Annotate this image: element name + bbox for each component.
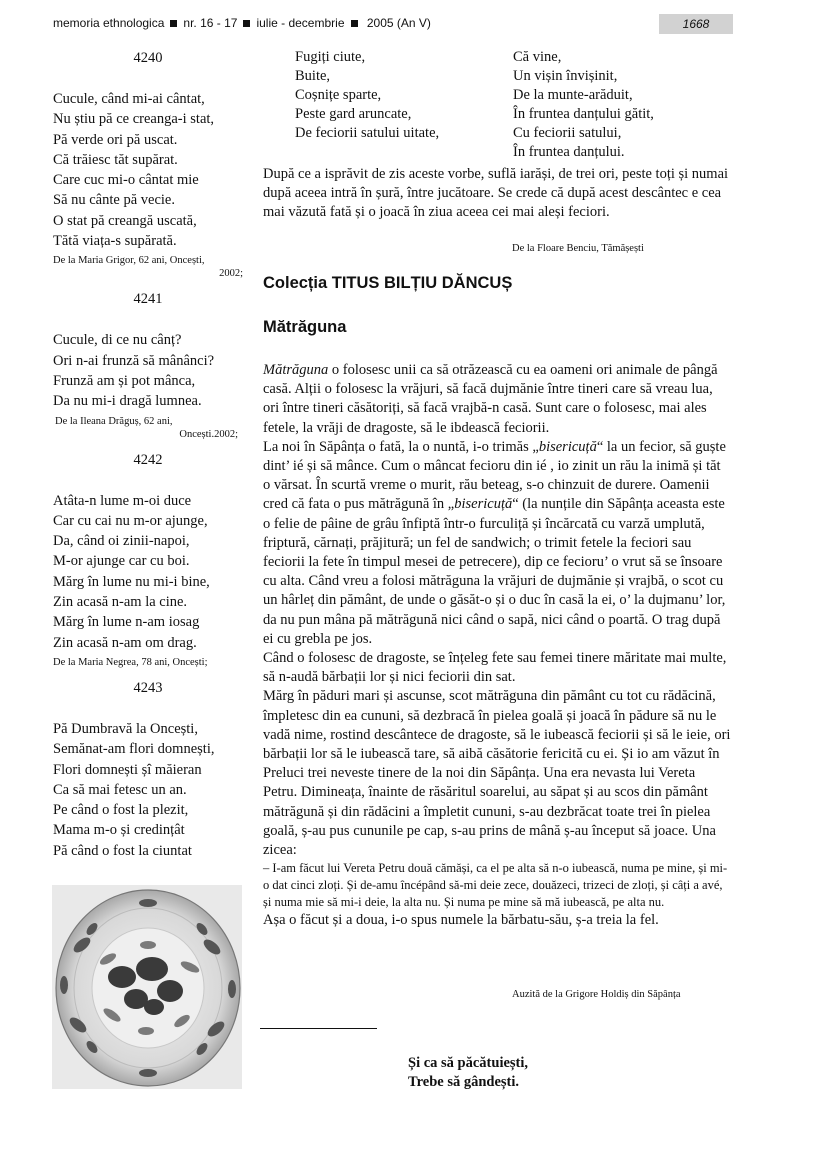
separator-square-icon: [170, 20, 177, 27]
paragraph-text: “ la un fecior, să guște dint’ ié și să mânce. Cum o mâncat fecioru din ié , io zinit un rău la inimă și tăt o vărsat. În scurtă vreme o murit, rău beteag, s-o chinzuit de durere. Oamenii cred că fata o pus mătrăgună în „: [263, 438, 726, 513]
paragraph-text: o folosesc unii ca să otrăzească cu ea oameni ori animale de pângă casă. Alții o folosesc la vrăjuri, să facă dujmănie între tineri care să vreau lua, ori între tineri căsătoriți, să facă vrajbă-n casă. Sunt care o folosesc, mai ales fetele, la vrăji de dragoste, să le ibdească feciorii.: [263, 362, 718, 436]
paragraph-text: “ (la nunțile din Săpânța aceasta este o felie de pâine de grâu înfiptă într-o furculiță și încărcată cu varză umplută, friptură, cărnați, prăjitură; un fel de sandwich; o trimit fetele la feciori sau feciorii la fete în timpul mesei de petrecere), dip ce fecioru’ o vrut să se însoare cu alta. Când vreu a folosi mătrăguna la vrăjuri de dujmănie și vrajbă, o scot cu un hârleț din pământ, de unde o găsăt-o și o duc în casă la ei, o’ la dujmanu’ lor, da nu pun mâna pă mătrăgună nici când o sapă, nici când o poartă. O trag după ei cu grebla pe jos.: [263, 496, 726, 647]
poem-line: În fruntea danțului.: [513, 144, 625, 160]
issue-period: iulie - decembrie: [256, 16, 345, 30]
poem-line: Zin acasă n-am la cine.: [53, 594, 188, 611]
poem-line: Cucule, di ce nu cânț?: [53, 332, 182, 349]
poem-line: Că vine,: [513, 49, 562, 65]
paragraph: [263, 438, 731, 649]
poem-line: Pă verde ori pă uscat.: [53, 131, 178, 148]
poem-line: Da nu mi-i dragă lumnea.: [53, 393, 202, 410]
poem-line: Frunză am și pot mânca,: [53, 372, 196, 389]
poem-line: Car cu cai nu m-or ajunge,: [53, 512, 208, 529]
header-info: [53, 16, 431, 30]
poem-line: Semănat-am flori domnești,: [53, 741, 215, 758]
article-body: [263, 361, 731, 930]
poem-line: Peste gard aruncate,: [295, 106, 412, 122]
poem-line: Buite,: [295, 68, 331, 84]
paragraph: Mărg în păduri mari și ascunse, scot mătrăguna din pământ cu tot cu rădăcină, împletesc din ea cununi, să dezbracă în pielea goală și joacă în pădure să nu le vadă nime, rostind descântece de dragoste, să le iubească feciorii și să le ieie, ori bărbații lor să le iubească tare, să aibă căsătorie fericită cu ei. Și io am văzut în Preluci trei neveste tinere de la noi din Săpânța. Una era nevasta lui Vereta Petru. Dimineața, înainte de răsăritul soarelui, au săpat și au scos din pământ mătrăgună și din rădăcini a împletit cununi, s-au dezbrăcat toate trei în pielea goală, ș-au pus cununile pe cap, s-au prins de mână ș-au început să joace. Una zicea:: [263, 688, 731, 859]
separator-square-icon: [243, 20, 250, 27]
poem-line: Un vișin învișinit,: [513, 68, 618, 84]
left-column: [53, 48, 243, 861]
after-poem-paragraph: [263, 165, 731, 223]
journal-name: memoria ethnologica: [53, 16, 165, 30]
poem-4241: [53, 291, 243, 440]
paragraph: Așa o făcut și a doua, i-o spus numele la bărbatu-său, ș-a treia la fel.: [263, 912, 659, 929]
collection-title: Colecția TITUS BILȚIU DĂNCUȘ: [263, 274, 513, 292]
poem-line: De la munte-arăduit,: [513, 87, 633, 103]
poem-line: Ori n-ai frunză să mânânci?: [53, 352, 215, 369]
closing-line: Și ca să păcătuiești,: [408, 1055, 529, 1071]
poem-column-1: [295, 48, 439, 143]
body-source: Auzită de la Grigore Holdiș din Săpânța: [512, 989, 681, 1000]
poem-line: Mărg în lume n-am iosag: [53, 614, 200, 631]
plate-photo: [52, 885, 242, 1089]
poem-source: [53, 656, 243, 669]
source-line: 2002;: [219, 268, 243, 280]
poem-source: [53, 254, 243, 280]
poem-number: 4243: [133, 679, 163, 696]
poem-4243: [53, 680, 243, 861]
poem-4242: [53, 452, 243, 669]
source-line: De la Maria Negrea, 78 ani, Oncești;: [53, 656, 208, 668]
italic-term: bisericuță: [538, 438, 597, 455]
poem-number: 4242: [133, 451, 163, 468]
closing-verse: [408, 1054, 528, 1092]
poem-line: De feciorii satului uitate,: [295, 125, 440, 141]
quote-paragraph: – I-am făcut lui Vereta Petru două cămăși, ca el pe alta să n-o iubească, numa pe mine, și mi-o dat cinci zloți. Și de-amu încépând să-mi deie zece, douăzeci, trizeci de zloți, și câți a avé, și numa mie să mi-i deie, la alta nu. Și numa pe mine să mă iubească, pe alta nu.: [263, 861, 728, 910]
poem-line: Da, când oi zinii-napoi,: [53, 533, 190, 550]
poem-line: Flori domnești șî măieran: [53, 761, 202, 778]
poem-line: Cu feciorii satului,: [513, 125, 622, 141]
source-line: Oncești.2002;: [179, 428, 238, 440]
poem-source: [53, 415, 238, 441]
poem-line: Atâta-n lume m-oi duce: [53, 492, 192, 509]
divider-rule: [260, 1028, 377, 1029]
poem-line: Zin acasă n-am om drag.: [53, 634, 197, 651]
poem-line: Să nu cânte pă vecie.: [53, 192, 175, 209]
issue-year: 2005 (An V): [366, 16, 431, 30]
poem-line: Ca să mai fetesc un an.: [53, 781, 187, 798]
closing-line: Trebe să gândești.: [408, 1074, 520, 1090]
poem-line: Pă când o fost la ciuntat: [53, 842, 192, 859]
poem-line: M-or ajunge car cu boi.: [53, 553, 190, 570]
lead-word: Mătrăguna: [263, 362, 329, 378]
poem-line: Că trăiesc tăt supărat.: [53, 151, 178, 168]
separator-square-icon: [351, 20, 358, 27]
page-header: [53, 10, 733, 36]
poem-line: Nu știu pă ce creanga-i stat,: [53, 111, 215, 128]
paragraph: [263, 361, 731, 438]
section-title: Mătrăguna: [263, 318, 347, 336]
poem-line: Coșnițe sparte,: [295, 87, 382, 103]
poem-number: 4240: [133, 50, 163, 66]
poem-line: Pă Dumbravă la Oncești,: [53, 720, 198, 737]
issue-number: nr. 16 - 17: [183, 16, 238, 30]
poem-column-2: [513, 48, 654, 162]
paragraph-text: După ce a isprăvit de zis aceste vorbe, suflă iarăși, de trei ori, peste toți și numai după aceea intră în șură, între jucătoare. Se crede că după acest descântec e cea mai văzută fată și o joacă în ziua aceea cei mai aleși feciori.: [263, 166, 729, 221]
poem-line: Mărg în lume nu mi-i bine,: [53, 573, 210, 590]
painted-plate-icon: [52, 885, 242, 1089]
paragraph-text: La noi în Săpânța o fată, la o nuntă, i-o trimăs „: [263, 438, 539, 455]
poem-4240: [53, 50, 243, 280]
paragraph: Când o folosesc de dragoste, se înțeleg fete sau femei tinere măritate mai multe, să n-audă bărbații lor și nici feciorii din sat.: [263, 650, 727, 686]
after-poem-source: De la Floare Benciu, Tămășești: [512, 243, 644, 254]
source-line: De la Maria Grigor, 62 ani, Oncești,: [53, 255, 205, 267]
poem-line: În fruntea danțului gătit,: [513, 106, 654, 122]
poem-line: Fugiți ciute,: [295, 49, 366, 65]
page-number: 1668: [659, 14, 733, 34]
poem-line: O stat pă creangă uscată,: [53, 212, 197, 229]
poem-line: Care cuc mi-o cântat mie: [53, 172, 199, 189]
poem-line: Tătă viața-s supărată.: [53, 233, 177, 250]
italic-term: bisericuță: [454, 496, 513, 513]
poem-line: Pe când o fost la plezit,: [53, 802, 189, 819]
source-line: De la Ileana Drăguș, 62 ani,: [55, 415, 173, 427]
poem-line: Mama m-o și credințât: [53, 822, 185, 839]
poem-line: Cucule, când mi-ai cântat,: [53, 91, 205, 107]
poem-number: 4241: [133, 291, 163, 308]
